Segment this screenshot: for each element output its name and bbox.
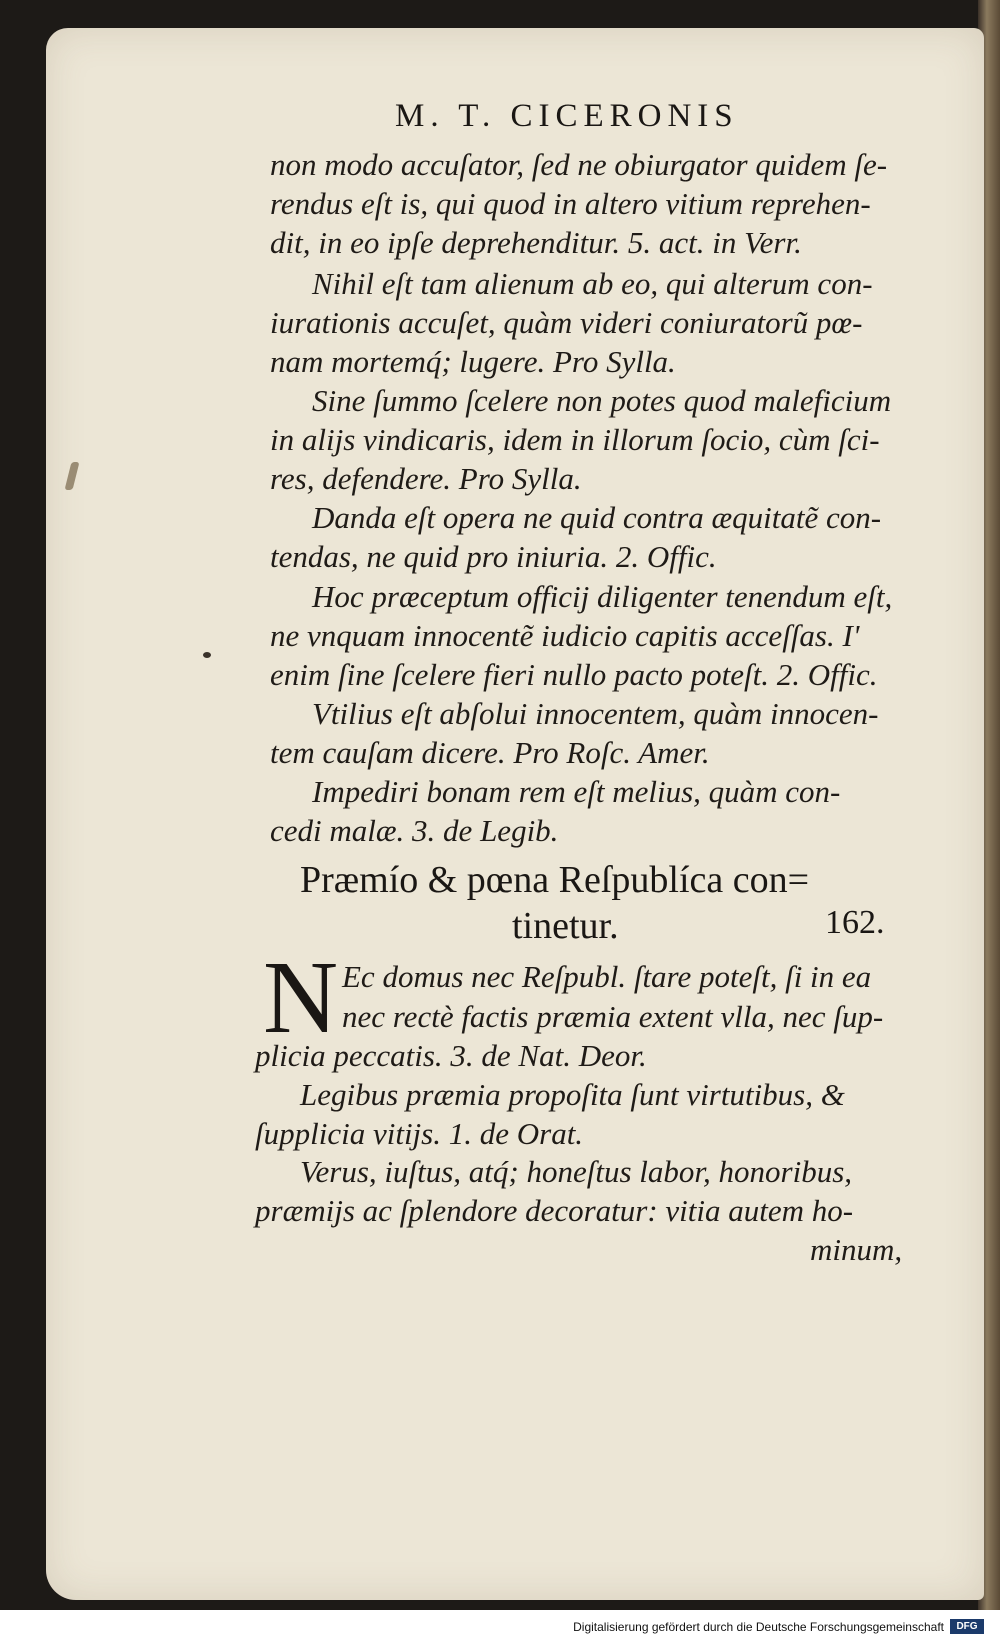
body-line: Sine ſummo ſcelere non potes quod maleficium: [312, 383, 892, 418]
section-line: Ec domus nec Reſpubl. ſtare poteſt, ſi in ea: [342, 959, 872, 994]
section-line: Verus, iuſtus, atq́; honeſtus labor, honoribus,: [300, 1154, 853, 1189]
section-heading-continued: tinetur.: [512, 905, 619, 947]
body-line: tem cauſam dicere. Pro Roſc. Amer.: [270, 735, 710, 770]
body-line: iurationis accuſet, quàm videri coniuratorũ pœ-: [270, 305, 863, 340]
body-line: nam mortemq́; lugere. Pro Sylla.: [270, 344, 676, 379]
body-line: non modo accuſator, ſed ne obiurgator quidem ſe-: [270, 147, 888, 182]
section-heading: Præmío & pœna Reſpublíca con=: [300, 859, 810, 901]
body-line: cedi malæ. 3. de Legib.: [270, 813, 559, 848]
body-line: ne vnquam innocentẽ iudicio capitis acceſſas. I': [270, 618, 860, 653]
section-line: Legibus præmia propoſita ſunt virtutibus, &: [300, 1077, 845, 1112]
drop-capital: N: [263, 940, 339, 1055]
section-line: nec rectè factis præmia extent vlla, nec ſup-: [342, 999, 884, 1034]
body-line: in alijs vindicaris, idem in illorum ſocio, cùm ſci-: [270, 422, 880, 457]
ink-spot: [203, 652, 211, 658]
body-line: Hoc præceptum officij diligenter tenendum eſt,: [312, 579, 893, 614]
funding-credit: Digitalisierung gefördert durch die Deutsche Forschungsgemeinschaft: [573, 1620, 944, 1634]
body-line: Nihil eſt tam alienum ab eo, qui alterum con-: [312, 266, 873, 301]
body-line: enim ſine ſcelere fieri nullo pacto poteſt. 2. Offic.: [270, 657, 878, 692]
body-line: rendus eſt is, qui quod in altero vitium reprehen-: [270, 186, 871, 221]
catchword: minum,: [810, 1232, 903, 1267]
running-title: M. T. CICERONIS: [395, 98, 739, 134]
section-number: 162.: [825, 904, 885, 941]
body-line: tendas, ne quid pro iniuria. 2. Offic.: [270, 539, 717, 574]
body-line: dit, in eo ipſe deprehenditur. 5. act. in Verr.: [270, 225, 802, 260]
dfg-logo: DFG: [950, 1619, 984, 1634]
body-line: res, defendere. Pro Sylla.: [270, 461, 582, 496]
body-line: Danda eſt opera ne quid contra æquitatẽ con-: [312, 500, 882, 535]
section-line: plicia peccatis. 3. de Nat. Deor.: [255, 1038, 647, 1073]
section-line: ſupplicia vitijs. 1. de Orat.: [255, 1116, 584, 1151]
section-line: præmijs ac ſplendore decoratur: vitia autem ho-: [255, 1193, 854, 1228]
body-line: Impediri bonam rem eſt melius, quàm con-: [312, 774, 841, 809]
body-line: Vtilius eſt abſolui innocentem, quàm innocen-: [312, 696, 879, 731]
